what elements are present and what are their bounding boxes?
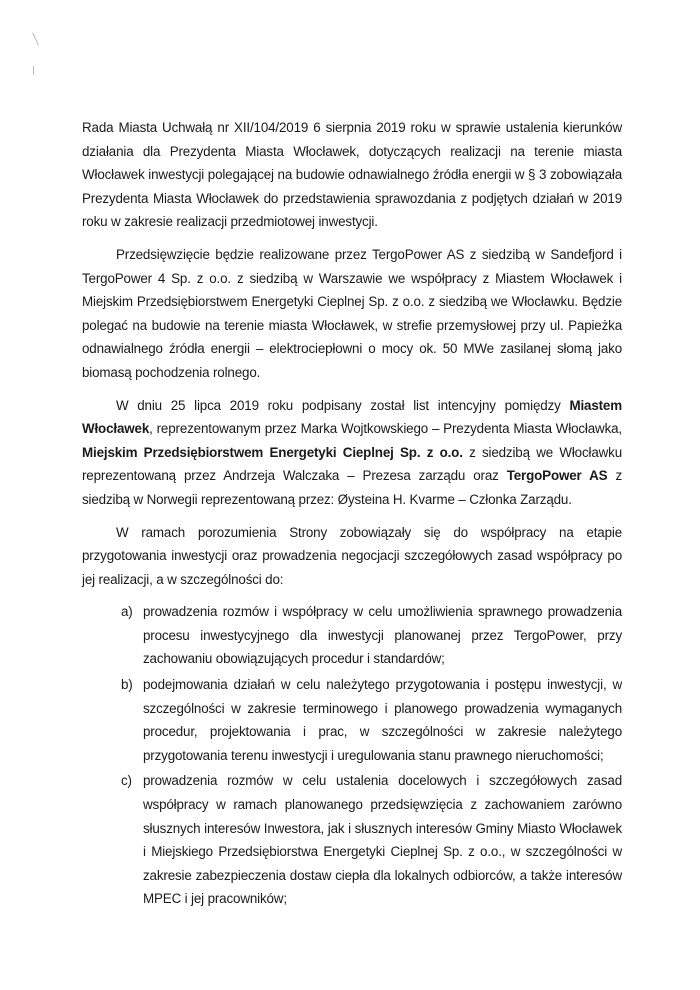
paragraph-agreement-scope-text: W ramach porozumienia Strony zobowiązały się do współpracy na etapie przygotowania inwestycji oraz prowadzenia negocjacji szczegółowych zasad współpracy po jej realizacji, a w szczególności do: xyxy=(82,524,622,587)
scan-mark-middle xyxy=(33,66,34,75)
paragraph-letter-of-intent-text xyxy=(82,394,622,512)
list-item-text: prowadzenia rozmów i współpracy w celu umożliwienia sprawnego prowadzenia procesu inwestycyjnego dla inwestycji planowanej przez TergoPower, przy zachowaniu obowiązujących procedur i standardów; xyxy=(143,604,622,667)
loi-text-part-4: z siedzibą w Norwegii reprezentowaną przez: Øysteina H. Kvarme – Członka Zarządu. xyxy=(82,468,622,507)
list-item xyxy=(82,769,622,911)
paragraph-agreement-scope xyxy=(82,521,622,592)
list-item xyxy=(82,673,622,767)
document-body xyxy=(82,116,622,913)
party-mpec-name: Miejskim Przedsiębiorstwem Energetyki Cieplnej Sp. z o.o. xyxy=(82,444,463,460)
list-item-text: prowadzenia rozmów w celu ustalenia docelowych i szczegółowych zasad współpracy w ramach planowanego przedsięwzięcia z zachowaniem zarówno słusznych interesów Inwestora, jak i słusznych interesów Gminy Miasto Włocławek i Miejskiego Przedsiębiorstwa Energetyki Cieplnej Sp. z o.o., w szczególności w zakresie zabezpieczenia dostaw ciepła dla lokalnych odbiorców, a także interesów MPEC i jej pracowników; xyxy=(143,773,622,907)
list-item-text: podejmowania działań w celu należytego przygotowania i postępu inwestycji, w szczególności w zakresie terminowego i planowego prowadzenia wymaganych procedur, projektowania i prac, w szczególności w zakresie należytego przygotowania terenu inwestycji i uregulowania stanu prawnego nieruchomości; xyxy=(143,677,622,763)
list-item-marker: b) xyxy=(121,677,133,693)
loi-text-part-1: W dniu 25 lipca 2019 roku podpisany został list intencyjny pomiędzy xyxy=(116,397,570,413)
paragraph-letter-of-intent xyxy=(82,394,622,512)
paragraph-project-description xyxy=(82,243,622,385)
loi-text-part-2: , reprezentowanym przez Marka Wojtkowskiego – Prezydenta Miasta Włocławka, xyxy=(149,421,622,437)
obligations-list xyxy=(82,600,622,911)
paragraph-project-description-text: Przedsięwzięcie będzie realizowane przez TergoPower AS z siedzibą w Sandefjord i TergoPower 4 Sp. z o.o. z siedzibą w Warszawie we współpracy z Miastem Włocławek i Miejskim Przedsiębiorstwem Energetyki Cieplnej Sp. z o.o. z siedzibą we Włocławku. Będzie polegać na budowie na terenie miasta Włocławek, w strefie przemysłowej przy ul. Papieżka odnawialnego źródła energii – elektrociepłowni o mocy ok. 50 MWe zasilanej słomą jako biomasą pochodzenia rolnego. xyxy=(82,246,622,380)
list-item-marker: a) xyxy=(121,604,133,620)
scan-mark-top xyxy=(32,32,39,45)
list-item-marker: c) xyxy=(121,773,132,789)
loi-text-part-3: z siedzibą we Włocławku reprezentowaną przez Andrzeja Walczaka – Prezesa zarządu oraz xyxy=(82,444,623,484)
party-tergopower-name: TergoPower AS xyxy=(506,468,608,484)
paragraph-resolution xyxy=(82,116,622,234)
paragraph-resolution-text: Rada Miasta Uchwałą nr XII/104/2019 6 sierpnia 2019 roku w sprawie ustalenia kierunków działania dla Prezydenta Miasta Włocławek, dotyczących realizacji na terenie miasta Włocławek inwestycji polegającej na budowie odnawialnego źródła energii w § 3 zobowiązała Prezydenta Miasta Włocławek do przedstawienia sprawozdania z podjętych działań w 2019 roku w zakresie realizacji przedmiotowej inwestycji. xyxy=(82,120,622,230)
list-item xyxy=(82,600,622,671)
party-city-name: Miastem Włocławek xyxy=(82,397,622,437)
